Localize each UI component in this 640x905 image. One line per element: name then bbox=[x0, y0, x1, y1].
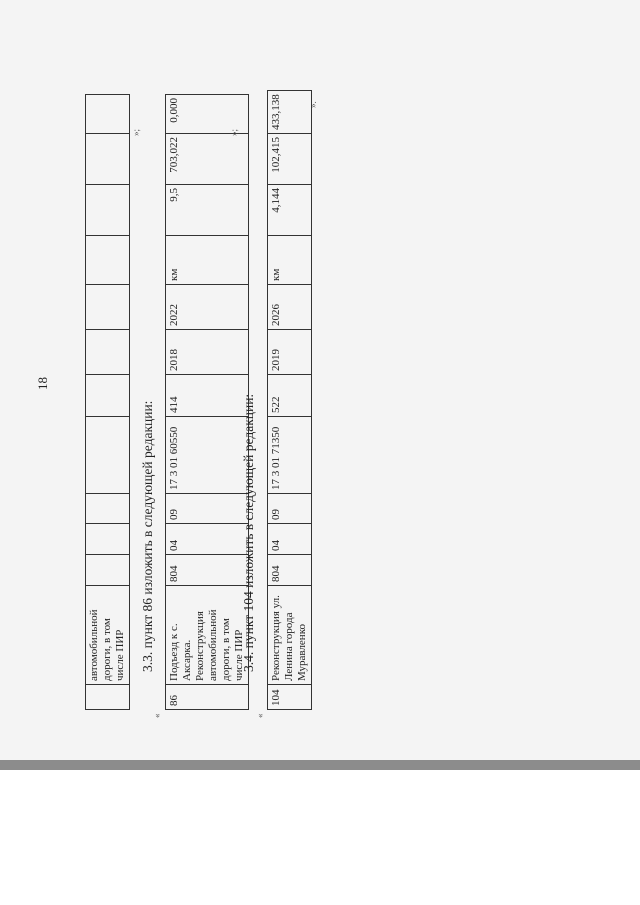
cell: 414 bbox=[166, 375, 249, 417]
table-row-86 bbox=[165, 94, 249, 710]
cell: 0,000 bbox=[166, 95, 249, 134]
quote-close-mark: »; bbox=[229, 128, 239, 136]
quote-open-mark: « bbox=[152, 713, 162, 718]
cell-desc: автомобильной дороги, в том числе ПИР bbox=[86, 586, 130, 685]
cell: 804 bbox=[268, 555, 312, 586]
table-row-104 bbox=[267, 90, 312, 710]
cell bbox=[86, 330, 130, 375]
table-row bbox=[166, 95, 249, 710]
cell: 04 bbox=[268, 524, 312, 555]
page-number: 18 bbox=[35, 377, 50, 390]
cell bbox=[86, 95, 130, 134]
table-row bbox=[86, 95, 130, 710]
cell: 804 bbox=[166, 555, 249, 586]
cell: 09 bbox=[166, 494, 249, 524]
table-fragment-top bbox=[85, 94, 130, 710]
cell bbox=[86, 285, 130, 330]
cell: км bbox=[166, 236, 249, 285]
cell bbox=[86, 236, 130, 285]
cell bbox=[86, 185, 130, 236]
cell-desc: Реконструкция ул. Ленина города Муравленко bbox=[268, 586, 312, 685]
cell: 2019 bbox=[268, 330, 312, 375]
cell-num: 86 bbox=[166, 685, 249, 710]
table-row bbox=[268, 91, 312, 710]
cell: 2022 bbox=[166, 285, 249, 330]
cell: км bbox=[268, 236, 312, 285]
cell: 2018 bbox=[166, 330, 249, 375]
cell: 522 bbox=[268, 375, 312, 417]
cell bbox=[86, 524, 130, 555]
section-heading-3-4: 3.4. пункт 104 изложить в следующей редакции: bbox=[241, 393, 256, 672]
cell: 433,138 bbox=[268, 91, 312, 134]
cell bbox=[86, 494, 130, 524]
cell: 2026 bbox=[268, 285, 312, 330]
cell bbox=[86, 134, 130, 185]
cell bbox=[86, 375, 130, 417]
cell: 9,5 bbox=[166, 185, 249, 236]
cell: 4,144 bbox=[268, 185, 312, 236]
cell: 703,022 bbox=[166, 134, 249, 185]
cell: 102,415 bbox=[268, 134, 312, 185]
cell-num: 104 bbox=[268, 685, 312, 710]
quote-open-mark: « bbox=[255, 713, 265, 718]
rotated-content bbox=[0, 0, 318, 720]
section-heading-3-3: 3.3. пункт 86 изложить в следующей редакции: bbox=[140, 400, 155, 672]
scan-edge bbox=[0, 760, 640, 770]
cell bbox=[86, 417, 130, 494]
cell: 09 bbox=[268, 494, 312, 524]
cell-desc: Подъезд к с. Аксарка. Реконструкция автомобильной дороги, в том числе ПИР bbox=[166, 586, 249, 685]
cell: 04 bbox=[166, 524, 249, 555]
cell bbox=[86, 555, 130, 586]
quote-close-mark: »; bbox=[131, 128, 141, 136]
quote-close-final-mark: ». bbox=[308, 101, 318, 108]
cell-num bbox=[86, 685, 130, 710]
cell: 17 3 01 71350 bbox=[268, 417, 312, 494]
cell: 17 3 01 60550 bbox=[166, 417, 249, 494]
